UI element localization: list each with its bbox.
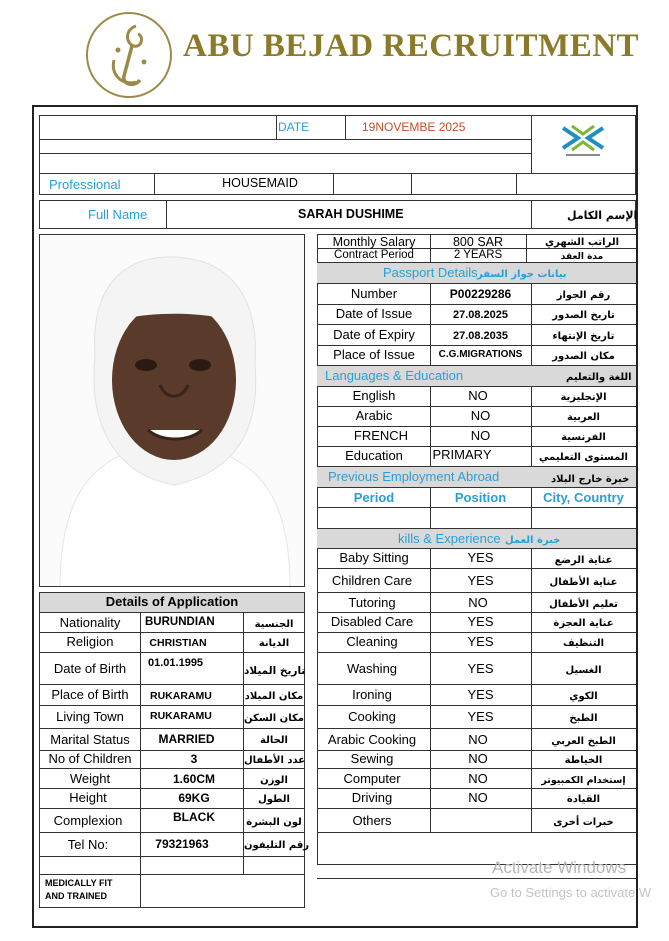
- children-value: 3: [190, 752, 198, 766]
- application-header: Details of Application: [105, 594, 239, 609]
- passport-issue-label: Date of Issue: [335, 306, 413, 321]
- lang-french-arabic: الفرنسية: [561, 432, 606, 443]
- skill-childcare-arabic: عناية الأطفال: [549, 577, 618, 588]
- skill-computer-label: Computer: [343, 771, 401, 786]
- skill-others-label: Others: [352, 813, 392, 828]
- passport-number-value: P00229286: [449, 287, 512, 301]
- nationality-label: Nationality: [59, 615, 121, 630]
- nationality-arabic: الجنسية: [254, 619, 294, 630]
- skill-cooking-arabic: الطبخ: [569, 713, 598, 724]
- skill-sewing-value: NO: [468, 751, 488, 766]
- living-town-value: RUKARAMU: [150, 710, 212, 722]
- passport-header: Passport Details: [383, 265, 478, 280]
- skill-ironing-label: Ironing: [352, 687, 392, 702]
- lang-arabic-value: NO: [470, 408, 491, 423]
- tel-value: 79321963: [155, 837, 209, 851]
- skill-washing-label: Washing: [346, 661, 398, 676]
- complexion-label: Complexion: [53, 813, 123, 828]
- skill-arabiccooking-value: NO: [468, 732, 488, 747]
- marital-status-label: Marital Status: [50, 732, 130, 747]
- skill-cleaning-value: YES: [467, 634, 494, 649]
- brand-title: ABU BEJAD RECRUITMENT: [183, 28, 640, 64]
- skill-cleaning-arabic: التنظيف: [562, 638, 605, 649]
- professional-value: HOUSEMAID: [222, 176, 298, 190]
- skill-driving-label: Driving: [351, 790, 393, 805]
- salary-arabic: الراتب الشهري: [545, 237, 619, 248]
- languages-header-arabic: اللغة والتعليم: [566, 372, 632, 383]
- weight-arabic: الوزن: [260, 775, 288, 786]
- skill-tutoring-label: Tutoring: [348, 595, 396, 610]
- skill-disabledcare-value: YES: [467, 614, 494, 629]
- skill-cleaning-label: Cleaning: [346, 634, 398, 649]
- passport-expiry-label: Date of Expiry: [333, 327, 415, 342]
- religion-arabic: الديانة: [258, 638, 290, 649]
- employment-col-position: Position: [454, 490, 507, 505]
- partner-logo: [558, 122, 608, 160]
- full-name-value: SARAH DUSHIME: [298, 207, 404, 221]
- date-label: DATE: [278, 120, 310, 134]
- passport-expiry-value: 27.08.2035: [452, 330, 509, 342]
- passport-expiry-arabic: تاريخ الإنتهاء: [552, 331, 615, 342]
- tel-arabic: رقم التليفون: [244, 840, 310, 851]
- skill-cooking-label: Cooking: [348, 709, 396, 724]
- pob-value: RUKARAMU: [150, 690, 212, 702]
- skill-babysitting-value: YES: [467, 550, 494, 565]
- applicant-photo: [39, 234, 305, 587]
- religion-value: CHRISTIAN: [149, 637, 207, 649]
- contract-label: Contract Period: [334, 249, 414, 261]
- salary-label: Monthly Salary: [332, 235, 416, 249]
- tel-label: Tel No:: [67, 837, 109, 852]
- skill-computer-arabic: إستخدام الكمبيوتر: [541, 775, 626, 786]
- skill-sewing-label: Sewing: [350, 751, 394, 766]
- top-info-block: [39, 115, 636, 195]
- religion-label: Religion: [66, 634, 114, 649]
- height-arabic: الطول: [258, 794, 290, 805]
- living-town-arabic: مكان السكن: [244, 713, 304, 724]
- skills-header-arabic: خبرة العمل: [505, 535, 561, 546]
- passport-place-value: C.G.MIGRATIONS: [438, 349, 523, 360]
- pob-arabic: مكان الميلاد: [244, 691, 304, 702]
- skill-driving-value: NO: [468, 790, 488, 805]
- skill-childcare-value: YES: [467, 573, 494, 588]
- weight-value: 1.60CM: [172, 772, 216, 786]
- full-name-label: Full Name: [88, 207, 148, 222]
- lang-english-label: English: [352, 388, 396, 403]
- skill-driving-arabic: القيادة: [566, 794, 601, 805]
- children-arabic: عدد الأطفال: [244, 755, 306, 766]
- passport-number-arabic: رقم الجواز: [556, 290, 611, 301]
- contract-arabic: مدة العقد: [560, 252, 604, 262]
- weight-label: Weight: [69, 771, 111, 786]
- skill-disabledcare-label: Disabled Care: [330, 614, 414, 629]
- passport-issue-arabic: تاريخ الصدور: [552, 310, 615, 321]
- complexion-arabic: لون البشرة: [246, 817, 302, 828]
- employment-header-arabic: خبرة خارج البلاد: [551, 474, 630, 485]
- skill-disabledcare-arabic: عناية العجزة: [553, 618, 614, 629]
- skill-others-arabic: خبرات أخرى: [553, 817, 614, 828]
- children-label: No of Children: [48, 751, 132, 766]
- professional-label: Professional: [49, 177, 121, 192]
- height-value: 69KG: [178, 791, 210, 805]
- languages-header: Languages & Education: [325, 368, 464, 383]
- salary-value: 800 SAR: [452, 235, 504, 249]
- living-town-label: Living Town: [56, 709, 124, 724]
- skills-header: kills & Experience: [398, 531, 501, 546]
- education-arabic: المستوى التعليمي: [539, 452, 628, 463]
- activate-windows-watermark: Activate Windows: [492, 858, 627, 877]
- skill-washing-value: YES: [467, 661, 494, 676]
- skill-childcare-label: Children Care: [331, 573, 413, 588]
- dob-label: Date of Birth: [53, 661, 127, 676]
- pob-label: Place of Birth: [51, 687, 129, 702]
- height-label: Height: [69, 790, 107, 805]
- passport-number-label: Number: [350, 286, 398, 301]
- skill-babysitting-arabic: عناية الرضع: [554, 555, 613, 566]
- date-value: 19NOVEMBE 2025: [362, 120, 466, 134]
- passport-place-arabic: مكان الصدور: [552, 351, 615, 362]
- skill-arabiccooking-label: Arabic Cooking: [327, 732, 417, 747]
- lang-french-label: FRENCH: [353, 428, 409, 443]
- marital-status-value: MARRIED: [158, 732, 215, 746]
- complexion-value: BLACK: [173, 810, 215, 824]
- dob-arabic: تاريخ الميلاد: [244, 665, 306, 677]
- skill-babysitting-label: Baby Sitting: [339, 550, 409, 565]
- employment-header: Previous Employment Abroad: [328, 469, 500, 484]
- skill-cooking-value: YES: [467, 709, 494, 724]
- full-name-arabic: الإسم الكامل: [567, 209, 638, 222]
- skill-sewing-arabic: الخياطة: [564, 755, 603, 766]
- lang-english-arabic: الإنجليزية: [560, 392, 607, 403]
- lang-french-value: NO: [470, 428, 491, 443]
- brand-logo-emblem: [84, 10, 174, 100]
- skill-arabiccooking-arabic: الطبخ العربي: [551, 736, 616, 747]
- marital-status-arabic: الحالة: [260, 735, 288, 746]
- passport-place-label: Place of Issue: [333, 347, 415, 362]
- contract-value: 2 YEARS: [453, 249, 503, 261]
- nationality-value: BURUNDIAN: [145, 616, 215, 628]
- dob-value: 01.01.1995: [148, 657, 204, 669]
- skill-ironing-value: YES: [467, 687, 494, 702]
- lang-english-value: NO: [468, 388, 488, 403]
- medical-note-line1: MEDICALLY FIT: [45, 878, 113, 888]
- employment-col-country: City, Country: [543, 490, 624, 505]
- medical-note-line2: AND TRAINED: [45, 891, 107, 901]
- skill-washing-arabic: الغسيل: [565, 665, 602, 676]
- passport-issue-value: 27.08.2025: [452, 309, 509, 321]
- lang-arabic-label: Arabic: [355, 408, 393, 423]
- education-value: PRIMARY: [432, 447, 492, 462]
- education-label: Education: [345, 448, 403, 463]
- skill-tutoring-value: NO: [468, 595, 488, 610]
- skill-ironing-arabic: الكوي: [569, 691, 598, 702]
- skill-computer-value: NO: [468, 771, 488, 786]
- lang-arabic-arabic: العربية: [567, 412, 600, 423]
- passport-header-arabic: بيانات جواز السفر: [477, 269, 567, 280]
- activate-windows-hint: Go to Settings to activate W: [490, 885, 652, 900]
- employment-col-period: Period: [353, 490, 395, 505]
- skill-tutoring-arabic: تعليم الأطفال: [549, 599, 618, 610]
